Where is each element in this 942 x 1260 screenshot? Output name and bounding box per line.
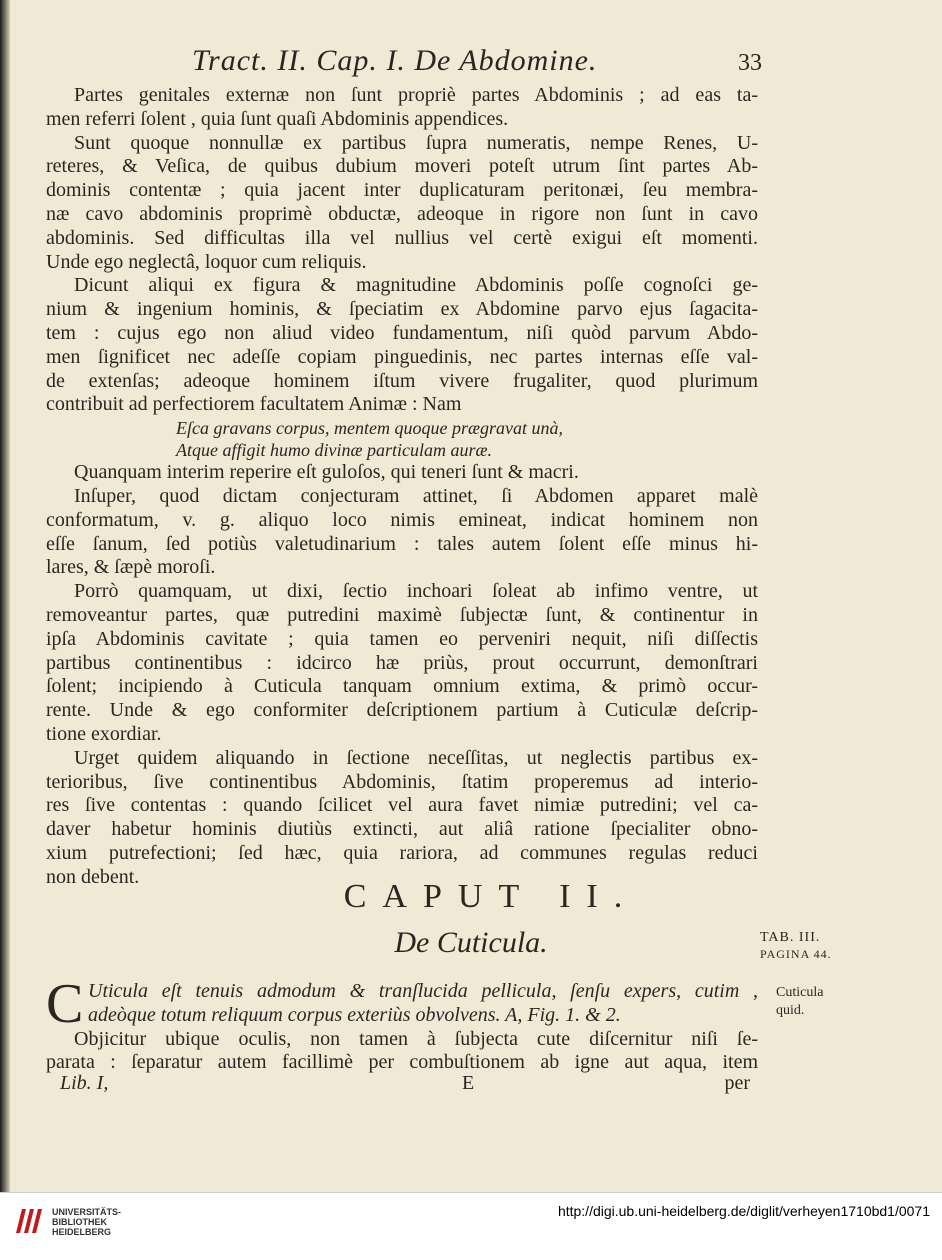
text-line: lares, & ſæpè moroſi. xyxy=(46,556,216,579)
text-line: parata : ſeparatur autem facillimè per combuſtionem ab igne aut aqua, item xyxy=(46,1051,758,1074)
margin-note xyxy=(776,984,823,1020)
chapter-heading: CAPUT II. xyxy=(343,878,639,915)
text-line: removeantur partes, quæ putredini maximè ſubjectæ ſunt, & continentur in xyxy=(46,603,758,626)
text-line: Dicunt aliqui ex figura & magnitudine Abdominis poſſe cognoſci ge- xyxy=(74,274,758,297)
margin-note-line2: quid. xyxy=(776,1003,805,1018)
library-name-line2: BIBLIOTHEK xyxy=(52,1217,107,1227)
library-name-line1: UNIVERSITÄTS- xyxy=(52,1207,122,1217)
pagina-label: PAGINA 44. xyxy=(760,947,832,961)
drop-cap: C xyxy=(46,973,84,1035)
text-line: reteres, & Veſica, de quibus dubium moveri poteſt utrum ſint partes Ab- xyxy=(46,155,758,178)
text-line: conformatum, v. g. aliquo loco nimis emineat, indicat hominem non xyxy=(46,508,758,531)
page-footer xyxy=(60,1072,750,1100)
text-line: men referri ſolent , quia ſunt quaſi Abdominis appendices. xyxy=(46,107,509,130)
signature-mark: E xyxy=(462,1072,475,1094)
page-number: 33 xyxy=(738,50,762,76)
margin-note-line1: Cuticula xyxy=(776,985,824,1000)
text-line: de extenſas; adeoque hominem iſtum vivere frugaliter, quod plurimum xyxy=(46,369,758,392)
text-line: Objicitur ubique oculis, non tamen à ſubjecta cute diſcernitur niſi ſe- xyxy=(74,1027,758,1050)
text-line: xium putrefectioni; ſed hæc, quia rariora, ad communes regulas reduci xyxy=(46,841,758,864)
text-line: terioribus, ſive continentibus Abdominis, ſtatim properemus ad interio- xyxy=(46,770,758,793)
table-reference xyxy=(760,930,832,962)
text-line xyxy=(46,1004,758,1028)
tab-label: TAB. III. xyxy=(760,930,821,945)
text-line: tem : cujus ego non aliud video fundamentum, niſi quòd parvum Abdo- xyxy=(46,321,758,344)
text-line: non debent. xyxy=(46,865,140,888)
text-line: eſſe ſanum, ſed potiùs valetudinarium : tales autem ſolent eſſe minus hi- xyxy=(46,532,758,555)
text-line: partibus continentibus : idcirco hæ priùs, prout occurrunt, demonſtrari xyxy=(46,651,758,674)
text-line: Unde ego neglectâ, loquor cum reliquis. xyxy=(46,250,367,273)
text-line: Partes genitales externæ non ſunt propriè partes Abdominis ; ad eas ta- xyxy=(74,84,758,106)
text-line: Quanquam interim reperire eſt guloſos, qui teneri ſunt & macri. xyxy=(74,461,579,484)
text-line: tione exordiar. xyxy=(46,722,162,745)
cuticula-paragraph xyxy=(46,973,758,1075)
library-logo-icon xyxy=(12,1205,44,1237)
main-text xyxy=(46,84,758,890)
text-line: Sunt quoque nonnullæ ex partibus ſupra numeratis, nempe Renes, U- xyxy=(74,131,758,154)
text-line: abdominis. Sed difficultas illa vel nullius vel certè exigui eſt momenti. xyxy=(46,226,758,249)
text-line: res ſive contentas : quando ſcilicet vel aura favet nimiæ putredini; vel ca- xyxy=(46,794,758,817)
chapter-title: De Cuticula. xyxy=(394,926,548,959)
library-name-line3: HEIDELBERG xyxy=(52,1227,112,1237)
running-header xyxy=(192,44,762,80)
text-line: nium & ingenium hominis, & ſpeciatim ex Abdomine parvo ejus ſagacita- xyxy=(46,298,758,321)
text-line: næ cavo abdominis proprimè obductæ, adeoque in rigore non ſunt in cavo xyxy=(46,202,758,225)
text-line: Urget quidem aliquando in ſectione neceſſitas, ut neglectis partibus ex- xyxy=(74,746,758,769)
running-title: Tract. II. Cap. I. De Abdomine. xyxy=(192,44,598,77)
page-url[interactable]: http://digi.ub.uni-heidelberg.de/diglit/verheyen1710bd1/0071 xyxy=(557,1203,930,1219)
text-line-italic: adeòque totum reliquum corpus exteriùs obvolvens. A, Fig. 1. & 2. xyxy=(88,1003,621,1026)
text-line: Uticula eſt tenuis admodum & tranſlucida pellicula, ſenſu expers, cutim , xyxy=(88,980,758,1002)
text-line: daver habetur hominis diutiùs extincti, aut aliâ ratione ſpecialiter obno- xyxy=(46,818,758,841)
text-line: Inſuper, quod dictam conjecturam attinet, ſi Abdomen apparet malè xyxy=(74,484,758,507)
text-line: ſolent; incipiendo à Cuticula tanquam omnium extima, & primò occur- xyxy=(46,675,758,698)
book-label: Lib. I, xyxy=(60,1072,109,1094)
text-line: contribuit ad perfectiorem facultatem Animæ : Nam xyxy=(46,393,462,416)
verse-line: Eſca gravans corpus, mentem quoque prægravat unà, xyxy=(176,418,563,439)
text-line: dominis contentæ ; quia jacent inter duplicaturam peritonæi, ſeu membra- xyxy=(46,179,758,202)
text-line: ipſa Abdominis cavitate ; quia tamen eo perveniri nequit, niſi diſſectis xyxy=(46,627,758,650)
library-name xyxy=(52,1207,121,1237)
text-line: Porrò quamquam, ut dixi, ſectio inchoari ſoleat ab infimo ventre, ut xyxy=(74,580,758,603)
text-line: men ſignificet nec adeſſe copiam pinguedinis, nec partes internas eſſe val- xyxy=(46,345,758,368)
viewer-footer-bar xyxy=(0,1192,942,1260)
text-line: rente. Unde & ego conformiter deſcriptionem partium à Cuticulæ deſcrip- xyxy=(46,699,758,722)
verse-line: Atque affigit humo divinæ particulam auræ. xyxy=(176,440,492,461)
catchword: per xyxy=(724,1072,750,1094)
